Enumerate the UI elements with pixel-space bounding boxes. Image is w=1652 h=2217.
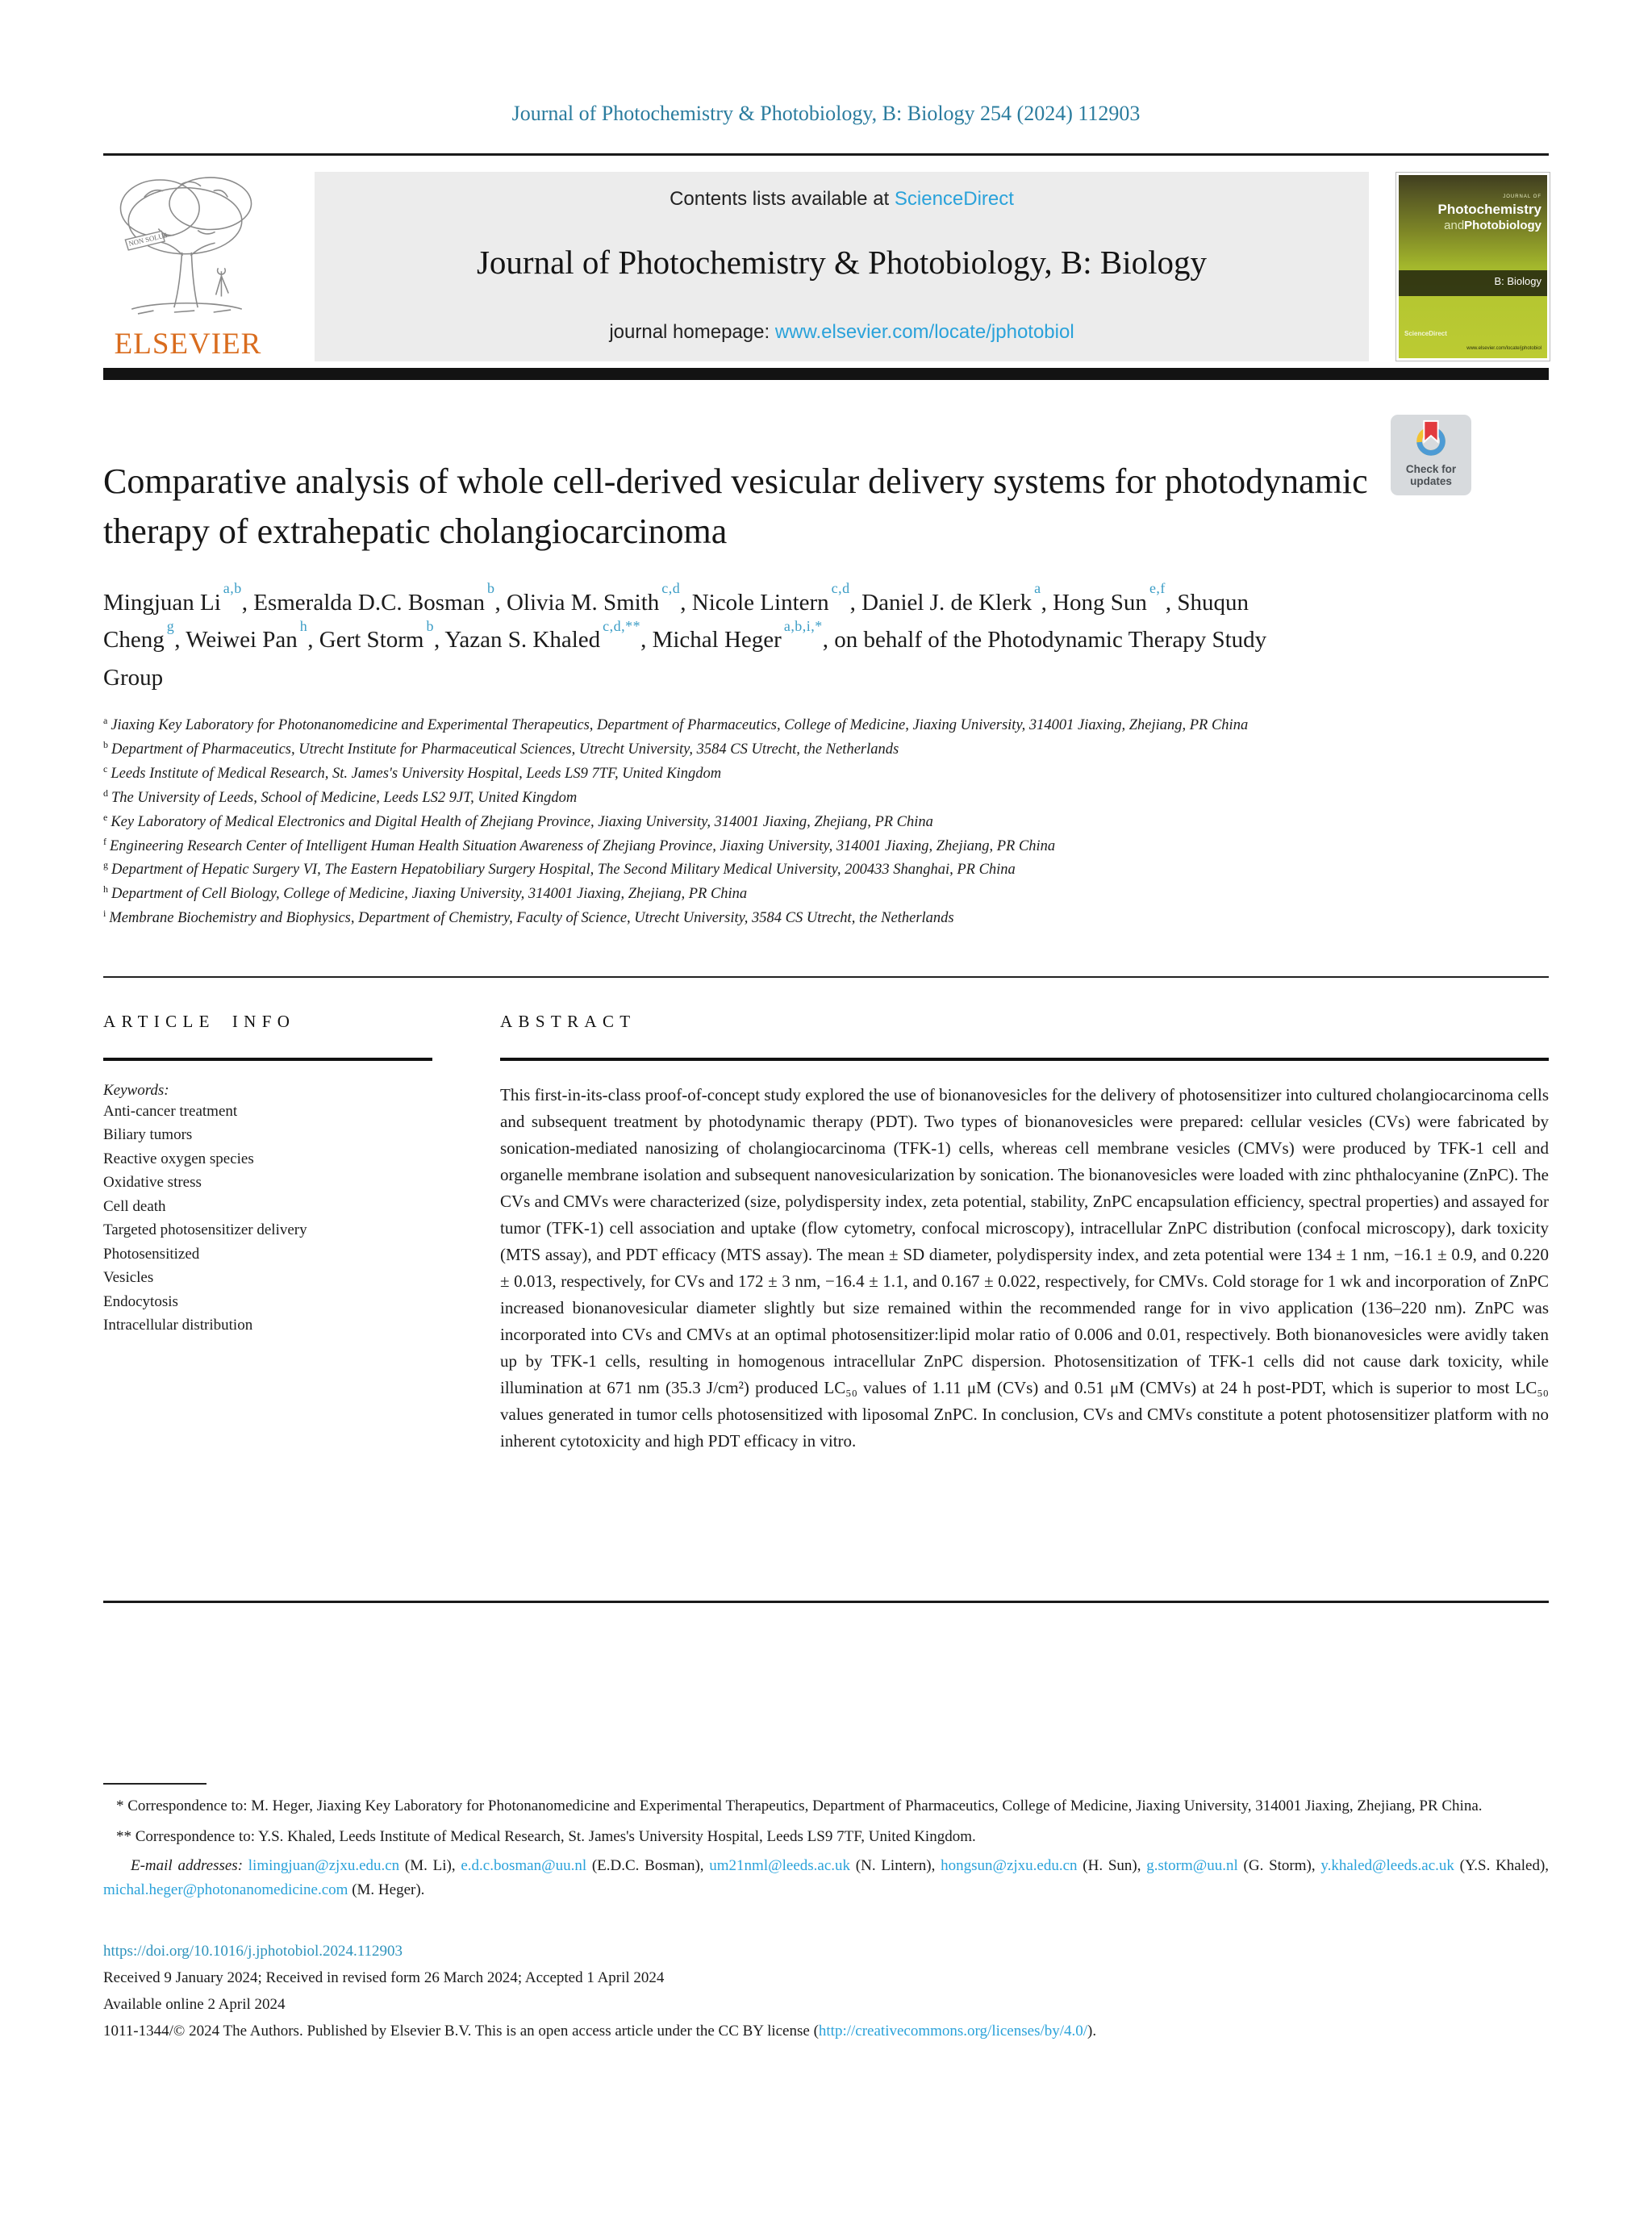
issn-license-line: 1011-1344/© 2024 The Authors. Published by Elsevier B.V. This is an open access article under the CC BY license (http://creativecommons.org/licenses/by/4.0/). xyxy=(103,2023,1097,2040)
keyword: Anti-cancer treatment xyxy=(103,1103,238,1120)
email-entry: g.storm@uu.nl (G. Storm), xyxy=(1146,1857,1321,1874)
elsevier-wordmark: ELSEVIER xyxy=(114,328,262,361)
author: Gert Storm$^b$, xyxy=(319,617,445,653)
email-link[interactable]: limingjuan@zjxu.edu.cn xyxy=(248,1857,400,1874)
logo-motto: NON SOLUS xyxy=(127,231,169,248)
footnote-divider xyxy=(103,1783,206,1785)
author: Shuqun Cheng$^g$, xyxy=(103,590,1249,653)
email-link[interactable]: e.d.c.bosman@uu.nl xyxy=(461,1857,587,1874)
authors-tail: , on behalf of the Photodynamic Therapy Study Group xyxy=(103,627,1267,691)
email-addresses-line xyxy=(103,1854,1549,1902)
author: Michal Heger$^{a,b,i,*}$ xyxy=(652,617,823,653)
affiliation-list xyxy=(103,713,1549,930)
author: Weiwei Pan$^h$, xyxy=(186,617,319,653)
affiliation: $^i$ Membrane Biochemistry and Biophysics, Department of Chemistry, Faculty of Science, Utrecht University, 3584 CS Utrecht, the Netherlands xyxy=(103,908,954,927)
elsevier-logo xyxy=(103,167,273,361)
affiliation: $^b$ Department of Pharmaceutics, Utrecht Institute for Pharmaceutical Sciences, Utrecht University, 3584 CS Utrecht, the Netherlands xyxy=(103,738,899,758)
running-head-citation: Journal of Photochemistry & Photobiology, B: Biology 254 (2024) 112903 xyxy=(511,102,1141,125)
cover-url: www.elsevier.com/locate/jphotobiol xyxy=(1466,346,1541,351)
cover-sciencedirect: ScienceDirect xyxy=(1404,330,1447,337)
badge-label: Check for updates xyxy=(1405,463,1457,487)
masthead-bottom-bar xyxy=(103,368,1549,380)
article-info-heading: ARTICLE INFO xyxy=(103,1012,296,1031)
article-title: Comparative analysis of whole cell-derived vesicular delivery systems for photodynamic therapy of extrahepatic cholangiocarcinoma xyxy=(103,461,1368,551)
keyword: Oxidative stress xyxy=(103,1174,202,1192)
journal-banner xyxy=(315,172,1369,361)
affiliation: $^d$ The University of Leeds, School of Medicine, Leeds LS2 9JT, United Kingdom xyxy=(103,787,578,806)
keyword: Biliary tumors xyxy=(103,1126,193,1144)
masthead xyxy=(103,172,1549,361)
affiliation: $^h$ Department of Cell Biology, College of Medicine, Jiaxing University, 314001 Jiaxing, Zhejiang, PR China xyxy=(103,883,748,903)
email-entry: um21nml@leeds.ac.uk (N. Lintern), xyxy=(709,1857,941,1874)
author: Mingjuan Li$^{a,b}$, xyxy=(103,580,254,616)
abstract-text: This first-in-its-class proof-of-concept study explored the use of bionanovesicles for the delivery of photosensitizer into cultured cholangiocarcinoma cells and subsequent treatment by photodynamic therapy (PDT). Two types of bionanovesicles were prepared: cellular vesicles (CVs) were fabricated by sonication-mediated nanosizing of cholangiocarcinoma (TFK-1) cells, whereas cell membrane vesicles (CMVs) were produced by TFK-1 cell and organelle membrane isolation and subsequent nanovesicularization by sonication. The bionanovesicles were loaded with zinc phthalocyanine (ZnPC). The CVs and CMVs were characterized (size, polydispersity index, zeta potential, stability, ZnPC encapsulation efficiency, spectral properties) and assayed for tumor (TFK-1) cell association and uptake (flow cytometry, confocal microscopy), intracellular ZnPC distribution (confocal microscopy), dark toxicity (MTS assay), and PDT efficacy (MTS assay). The mean ± SD diameter, polydispersity index, and zeta potential were 134 ± 1 nm, −16.1 ± 0.9, and 0.220 ± 0.013, respectively, for CVs and 172 ± 3 nm, −16.4 ± 1.1, and 0.167 ± 0.022, respectively, for CMVs. Cold storage for 1 wk and incorporation of ZnPC increased bionanovesicular diameter slightly but size remained within the recommended range for in vivo application (136–220 nm). ZnPC was incorporated into CVs and CMVs at an optimal photosensitizer:lipid molar ratio of 0.006 and 0.01, respectively. Both bionanovesicles were avidly taken up by TFK-1 cells, resulting in homogenous intracellular ZnPC dispersion. Photosensitization of TFK-1 cells did not cause dark toxicity, while illumination at 671 nm (35.3 J/cm²) produced LC₅₀ values of 1.11 μM (CVs) and 0.51 μM (CMVs) at 24 h post-PDT, which is superior to most LC₅₀ values generated in tumor cells photosensitized with liposomal ZnPC. In conclusion, CVs and CMVs constitute a potent photosensitizer platform with no inherent cytotoxicity and high PDT efficacy in vitro. xyxy=(500,1085,1549,1451)
affiliation: $^f$ Engineering Research Center of Intelligent Human Health Situation Awareness of Zhejiang Province, Jiaxing University, 314001 Jiaxing, Zhejiang, PR China xyxy=(103,835,1056,854)
top-divider xyxy=(103,153,1549,156)
elsevier-tree-icon xyxy=(103,167,269,325)
section-divider xyxy=(103,976,1549,978)
cover-journal-of: JOURNAL OF xyxy=(1503,194,1541,199)
author: Olivia M. Smith$^{c,d}$, xyxy=(506,580,692,616)
correspondence-footnote-1: * Correspondence to: M. Heger, Jiaxing Key Laboratory for Photonanomedicine and Experimental Therapeutics, Department of Pharmaceutics, College of Medicine, Jiaxing University, 314001 Jiaxing, Zhejiang, PR China. xyxy=(116,1797,1483,1814)
author-list xyxy=(103,580,1321,696)
author: Esmeralda D.C. Bosman$^b$, xyxy=(253,580,507,616)
homepage-line: journal homepage: www.elsevier.com/locate/jphotobiol xyxy=(609,321,1074,343)
doi-link[interactable]: https://doi.org/10.1016/j.jphotobiol.2024.112903 xyxy=(103,1943,403,1960)
keyword: Endocytosis xyxy=(103,1292,178,1310)
received-dates: Received 9 January 2024; Received in revised form 26 March 2024; Accepted 1 April 2024 xyxy=(103,1969,665,1986)
email-link[interactable]: y.khaled@leeds.ac.uk xyxy=(1320,1857,1454,1874)
publication-history xyxy=(103,1943,1549,2049)
author: Daniel J. de Klerk$^a$, xyxy=(861,580,1053,616)
keyword: Cell death xyxy=(103,1197,166,1215)
email-entry: e.d.c.bosman@uu.nl (E.D.C. Bosman), xyxy=(461,1857,710,1874)
email-link[interactable]: g.storm@uu.nl xyxy=(1146,1857,1238,1874)
cover-band xyxy=(1399,270,1547,296)
journal-cover-thumbnail[interactable] xyxy=(1395,172,1550,361)
abstract-rule xyxy=(500,1058,1549,1061)
footnotes xyxy=(103,1783,1549,1902)
cover-title-line2: andPhotobiology xyxy=(1444,219,1541,232)
cover-band-label: B: Biology xyxy=(1494,275,1541,287)
email-entry: michal.heger@photonanomedicine.com (M. Heger). xyxy=(103,1881,425,1898)
available-online: Available online 2 April 2024 xyxy=(103,1996,286,2013)
keyword: Targeted photosensitizer delivery xyxy=(103,1221,307,1239)
journal-title: Journal of Photochemistry & Photobiology, B: Biology xyxy=(476,244,1208,281)
author: Nicole Lintern$^{c,d}$, xyxy=(691,580,862,616)
contents-line: Contents lists available at ScienceDirect xyxy=(670,188,1014,210)
email-entry: y.khaled@leeds.ac.uk (Y.S. Khaled), xyxy=(1320,1857,1550,1874)
affiliation: $^g$ Department of Hepatic Surgery VI, The Eastern Hepatobiliary Surgery Hospital, The Second Military Medical University, 200433 Shanghai, PR China xyxy=(103,859,1016,879)
abstract-heading: ABSTRACT xyxy=(500,1012,636,1031)
affiliation: $^e$ Key Laboratory of Medical Electronics and Digital Health of Zhejiang Province, Jiaxing University, 314001 Jiaxing, Zhejiang, PR China xyxy=(103,811,933,830)
author: Hong Sun$^{e,f}$, xyxy=(1053,580,1178,616)
email-link[interactable]: michal.heger@photonanomedicine.com xyxy=(103,1881,348,1898)
crossmark-icon xyxy=(1411,419,1451,459)
email-entry: hongsun@zjxu.edu.cn (H. Sun), xyxy=(941,1857,1147,1874)
journal-cover-art xyxy=(1399,175,1547,358)
keyword: Intracellular distribution xyxy=(103,1316,253,1334)
sciencedirect-link[interactable]: ScienceDirect xyxy=(894,188,1014,210)
author: Yazan S. Khaled$^{c,d,**}$, xyxy=(444,617,653,653)
license-link[interactable]: http://creativecommons.org/licenses/by/4.0/ xyxy=(818,2023,1088,2040)
article-info-rule xyxy=(103,1058,432,1061)
keyword: Photosensitized xyxy=(103,1245,200,1263)
keyword: Reactive oxygen species xyxy=(103,1150,254,1167)
affiliation: $^c$ Leeds Institute of Medical Research, St. James's University Hospital, Leeds LS9 7TF, United Kingdom xyxy=(103,762,722,782)
cover-title-line1: Photochemistry xyxy=(1437,202,1541,217)
keyword: Vesicles xyxy=(103,1269,154,1287)
email-entry: limingjuan@zjxu.edu.cn (M. Li), xyxy=(248,1857,461,1874)
affiliation: $^a$ Jiaxing Key Laboratory for Photonanomedicine and Experimental Therapeutics, Department of Pharmaceutics, College of Medicine, Jiaxing University, 314001 Jiaxing, Zhejiang, PR China xyxy=(103,715,1249,734)
email-label: E-mail addresses: xyxy=(131,1857,244,1874)
article-info-column xyxy=(103,1012,432,1337)
homepage-link[interactable]: www.elsevier.com/locate/jphotobiol xyxy=(774,321,1074,343)
abstract-bottom-divider xyxy=(103,1601,1549,1603)
correspondence-footnote-2: ** Correspondence to: Y.S. Khaled, Leeds Institute of Medical Research, St. James's University Hospital, Leeds LS9 7TF, United Kingdom. xyxy=(116,1828,976,1845)
keywords-label: Keywords: xyxy=(103,1082,169,1099)
email-link[interactable]: um21nml@leeds.ac.uk xyxy=(709,1857,851,1874)
abstract-column xyxy=(500,1012,1549,1455)
email-link[interactable]: hongsun@zjxu.edu.cn xyxy=(941,1857,1078,1874)
